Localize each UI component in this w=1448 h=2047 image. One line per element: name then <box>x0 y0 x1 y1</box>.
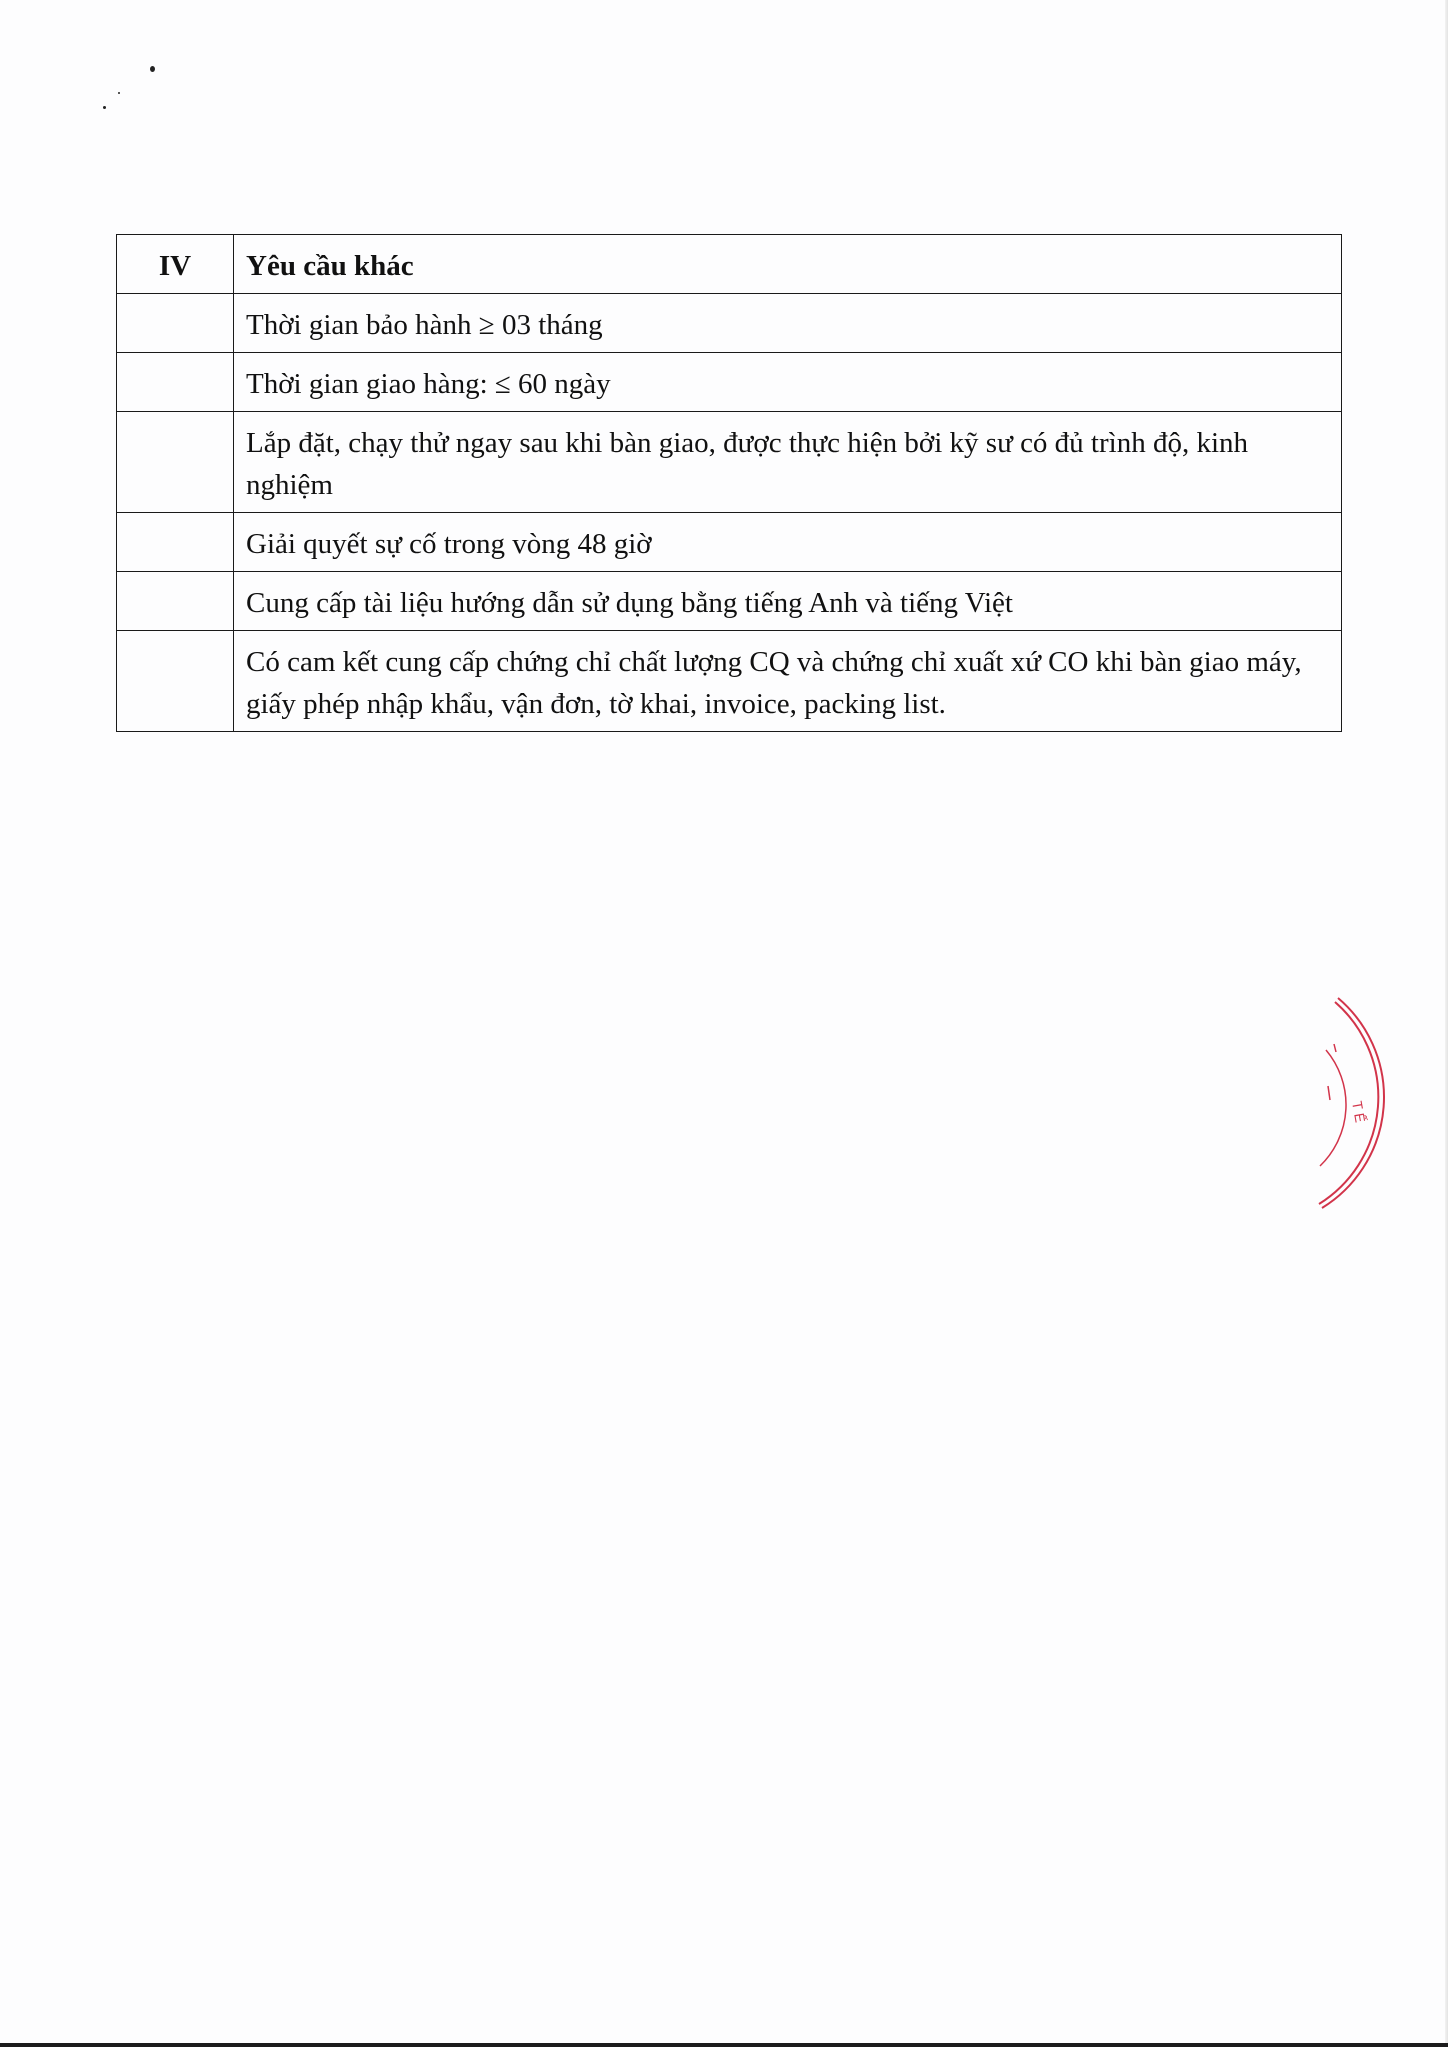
stamp-mark <box>1328 1086 1330 1100</box>
stamp-text: T Ế <box>1349 1099 1369 1124</box>
row-text-warranty: Thời gian bảo hành ≥ 03 tháng <box>234 294 1342 353</box>
table-row <box>117 294 1342 353</box>
section-header-row <box>117 235 1342 294</box>
table-row <box>117 412 1342 513</box>
row-text-certificates: Có cam kết cung cấp chứng chỉ chất lượng CQ và chứng chỉ xuất xứ CO khi bàn giao máy, giấy phép nhập khẩu, vận đơn, tờ khai, invoice, packing list. <box>234 631 1342 732</box>
row-number <box>117 572 234 631</box>
requirements-table <box>116 234 1342 732</box>
table-row <box>117 513 1342 572</box>
row-text-delivery: Thời gian giao hàng: ≤ 60 ngày <box>234 353 1342 412</box>
section-title: Yêu cầu khác <box>234 235 1342 294</box>
scan-bottom-edge <box>0 2043 1448 2047</box>
row-number <box>117 631 234 732</box>
row-text-incident: Giải quyết sự cố trong vòng 48 giờ <box>234 513 1342 572</box>
scan-speck <box>103 106 106 109</box>
table-row <box>117 353 1342 412</box>
row-number <box>117 513 234 572</box>
table-row <box>117 631 1342 732</box>
stamp-inner-ring <box>1320 1050 1346 1166</box>
scan-speck <box>150 66 155 72</box>
row-number <box>117 353 234 412</box>
table-row <box>117 572 1342 631</box>
red-seal-stamp <box>1300 990 1400 1220</box>
row-number <box>117 294 234 353</box>
scan-speck <box>118 92 120 94</box>
stamp-mark <box>1334 1044 1336 1052</box>
row-text-manual: Cung cấp tài liệu hướng dẫn sử dụng bằng tiếng Anh và tiếng Việt <box>234 572 1342 631</box>
section-number: IV <box>117 235 234 294</box>
stamp-outer-ring-2 <box>1319 1002 1378 1204</box>
row-number <box>117 412 234 513</box>
row-text-installation: Lắp đặt, chạy thử ngay sau khi bàn giao, được thực hiện bởi kỹ sư có đủ trình độ, kinh nghiệm <box>234 412 1342 513</box>
